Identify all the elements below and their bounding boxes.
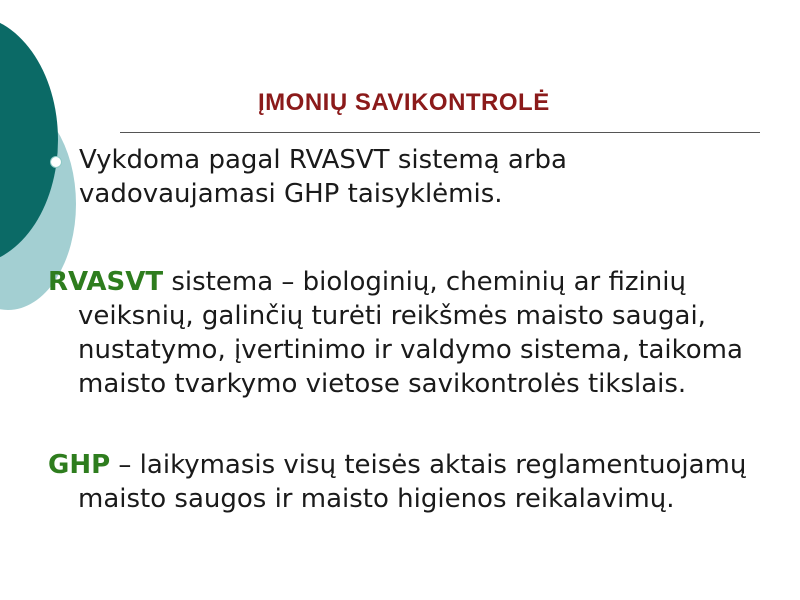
bullet-text: Vykdoma pagal RVASVT sistemą arba vadovaujamasi GHP taisyklėmis.	[79, 145, 567, 209]
bullet-item	[50, 143, 770, 211]
rvasvt-term: RVASVT	[48, 267, 164, 297]
ghp-definition-text: – laikymasis visų teisės aktais reglamentuojamų maisto saugos ir maisto higienos reikalavimų.	[78, 450, 747, 514]
title-divider	[120, 132, 760, 133]
ghp-term: GHP	[48, 450, 111, 480]
rvasvt-definition	[48, 265, 800, 401]
slide-title: ĮMONIŲ SAVIKONTROLĖ	[258, 89, 550, 116]
ghp-definition	[48, 448, 800, 516]
rvasvt-definition-text: sistema – biologinių, cheminių ar fizinių veiksnių, galinčių turėti reikšmės maisto saugai, nustatymo, įvertinimo ir valdymo sistema, taikoma maisto tvarkymo vietose savikontrolės tikslais.	[78, 267, 743, 399]
bullet-circle-icon	[50, 156, 62, 168]
